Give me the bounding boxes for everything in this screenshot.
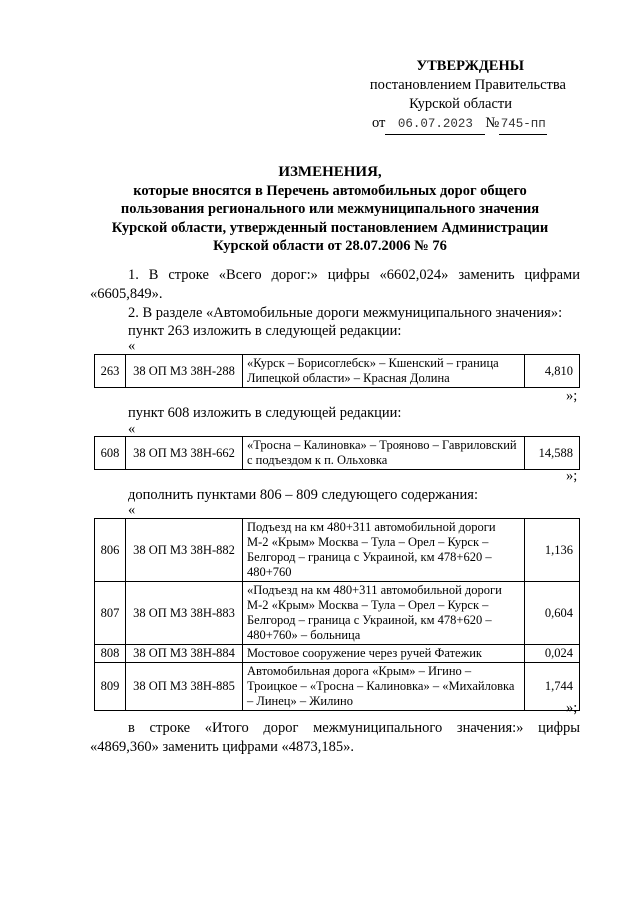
- approval-line-2: Курской области: [409, 96, 512, 112]
- road-code: 38 ОП МЗ 38Н-288: [126, 355, 243, 388]
- row-number: 263: [95, 355, 126, 388]
- road-name: Автомобильная дорога «Крым» – Игино – Троицкое – «Тросна – Калиновка» – «Михайловка – Линец» – Жилино: [243, 663, 525, 711]
- approval-block: [330, 57, 590, 135]
- title-line-2: пользования регионального или межмуниципального значения: [120, 201, 540, 217]
- road-length: 4,810: [525, 355, 580, 388]
- item-2-line-1: 2. В разделе «Автомобильные дороги межмуниципального значения»:: [128, 305, 563, 321]
- road-name: «Курск – Борисоглебск» – Кшенский – граница Липецкой области» – Красная Долина: [243, 355, 525, 388]
- approval-number: 745-пп: [499, 115, 547, 135]
- road-code: 38 ОП МЗ 38Н-882: [126, 519, 243, 582]
- close-quote-263: »;: [566, 388, 578, 404]
- item-608-intro: пункт 608 изложить в следующей редакции:: [128, 405, 402, 421]
- road-name: «Тросна – Калиновка» – Трояново – Гавриловский с подъездом к п. Ольховка: [243, 437, 525, 470]
- road-length: 1,136: [525, 519, 580, 582]
- table-row: [95, 355, 580, 388]
- close-quote-608: »;: [566, 468, 578, 484]
- open-quote-806: «: [128, 502, 136, 518]
- approval-heading: УТВЕРЖДЕНЫ: [416, 58, 524, 74]
- from-label: от: [372, 115, 386, 131]
- table-row: [95, 645, 580, 663]
- document-title: [90, 163, 570, 256]
- title-line-3: Курской области, утвержденный постановлением Администрации: [111, 219, 549, 236]
- close-quote-806: »;: [566, 700, 578, 716]
- row-number: 608: [95, 437, 126, 470]
- road-name: Мостовое сооружение через ручей Фатежик: [243, 645, 525, 663]
- row-number: 808: [95, 645, 126, 663]
- road-name: Подъезд на км 480+311 автомобильной дороги М-2 «Крым» Москва – Тула – Орел – Курск – Белгород – граница с Украиной, км 478+620 – 480+760: [243, 519, 525, 582]
- road-length: 1,744: [525, 663, 580, 711]
- open-quote-608: «: [128, 421, 136, 437]
- table-row: [95, 437, 580, 470]
- road-name: «Подъезд на км 480+311 автомобильной дороги М-2 «Крым» Москва – Тула – Орел – Курск – Белгород – граница с Украиной, км 478+620 – 480+760» – больница: [243, 582, 525, 645]
- road-code: 38 ОП МЗ 38Н-883: [126, 582, 243, 645]
- title-main: ИЗМЕНЕНИЯ,: [278, 164, 382, 180]
- row-number: 806: [95, 519, 126, 582]
- approval-line-1: постановлением Правительства: [369, 77, 566, 93]
- road-length: 0,604: [525, 582, 580, 645]
- title-line-1: которые вносятся в Перечень автомобильных дорог общего: [133, 182, 527, 199]
- row-number: 807: [95, 582, 126, 645]
- final-line-2: «4869,360» заменить цифрами «4873,185».: [90, 739, 355, 755]
- road-length: 14,588: [525, 437, 580, 470]
- road-length: 0,024: [525, 645, 580, 663]
- table-row: [95, 582, 580, 645]
- item-1-line-1: 1. В строке «Всего дорог:» цифры «6602,024» заменить цифрами: [128, 267, 580, 283]
- table-263: [94, 354, 580, 388]
- item-2-line-2: пункт 263 изложить в следующей редакции:: [128, 323, 402, 339]
- final-line-1: в строке «Итого дорог межмуниципального значения:» цифры: [128, 720, 580, 736]
- road-code: 38 ОП МЗ 38Н-884: [126, 645, 243, 663]
- table-row: [95, 663, 580, 711]
- item-1-line-2: «6605,849».: [90, 286, 163, 302]
- title-line-4: Курской области от 28.07.2006 № 76: [213, 238, 447, 254]
- approval-date: 06.07.2023: [385, 115, 485, 135]
- open-quote-263: «: [128, 338, 136, 354]
- table-row: [95, 519, 580, 582]
- approval-date-line: [330, 114, 590, 135]
- table-608: [94, 436, 580, 470]
- item-806-intro: дополнить пунктами 806 – 809 следующего содержания:: [128, 487, 478, 503]
- number-label: №: [485, 115, 500, 131]
- table-806-809: [94, 518, 580, 711]
- row-number: 809: [95, 663, 126, 711]
- road-code: 38 ОП МЗ 38Н-662: [126, 437, 243, 470]
- road-code: 38 ОП МЗ 38Н-885: [126, 663, 243, 711]
